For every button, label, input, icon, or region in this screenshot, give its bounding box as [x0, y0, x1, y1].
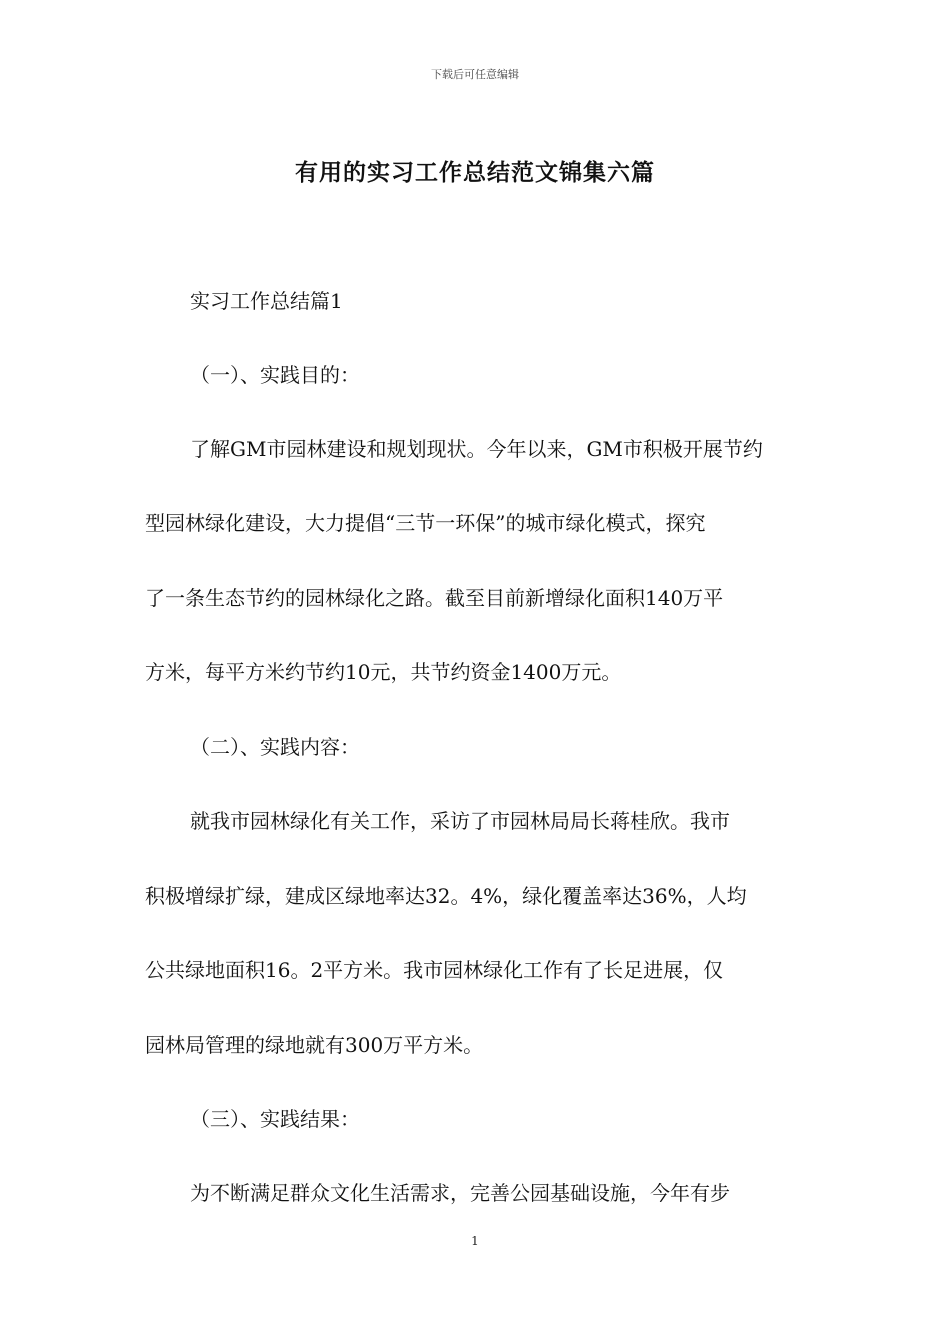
- subheading-content: （二）、实践内容：: [190, 735, 360, 759]
- subheading-purpose: （一）、实践目的：: [190, 363, 360, 387]
- paragraph-line: 园林局管理的绿地就有300万平方米。: [145, 1033, 484, 1057]
- header-note: 下载后可任意编辑: [431, 68, 519, 81]
- paragraph-line: 积极增绿扩绿，建成区绿地率达32。4%，绿化覆盖率达36%，人均: [145, 884, 747, 908]
- paragraph-line: 公共绿地面积16。2平方米。我市园林绿化工作有了长足进展，仅: [145, 958, 724, 982]
- paragraph-line: 就我市园林绿化有关工作，采访了市园林局局长蒋桂欣。我市: [190, 809, 730, 833]
- paragraph-line: 方米，每平方米约节约10元，共节约资金1400万元。: [145, 660, 622, 684]
- page-number: 1: [471, 1234, 479, 1248]
- paragraph-line: 为不断满足群众文化生活需求，完善公园基础设施，今年有步: [190, 1181, 730, 1205]
- paragraph-line: 了一条生态节约的园林绿化之路。截至目前新增绿化面积140万平: [145, 586, 724, 610]
- section-heading: 实习工作总结篇1: [190, 289, 343, 313]
- subheading-result: （三）、实践结果：: [190, 1107, 360, 1131]
- document-title: 有用的实习工作总结范文锦集六篇: [295, 160, 655, 186]
- paragraph-line: 型园林绿化建设，大力提倡“三节一环保”的城市绿化模式，探究: [145, 511, 706, 535]
- paragraph-line: 了解GM市园林建设和规划现状。今年以来，GM市积极开展节约: [190, 437, 763, 461]
